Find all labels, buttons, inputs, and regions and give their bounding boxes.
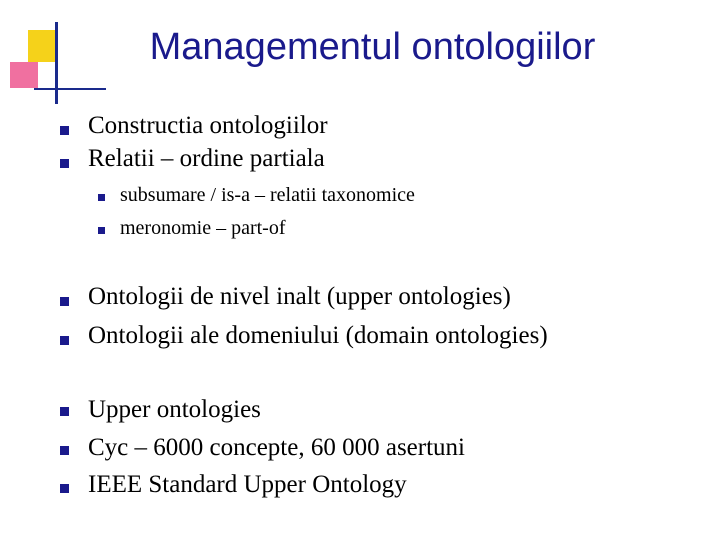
bullet-item: Constructia ontologiilor: [88, 112, 328, 139]
bullet-item: Ontologii de nivel inalt (upper ontologies): [88, 283, 511, 310]
bullet-icon: [60, 159, 69, 168]
bullet-item: Cyc – 6000 concepte, 60 000 asertuni: [88, 434, 465, 461]
bullet-item: IEEE Standard Upper Ontology: [88, 471, 407, 498]
sub-bullet-icon: [98, 194, 105, 201]
sub-bullet-item: meronomie – part-of: [120, 217, 286, 239]
bullet-icon: [60, 446, 69, 455]
logo-horizontal-line: [34, 88, 106, 90]
bullet-icon: [60, 484, 69, 493]
bullet-icon: [60, 407, 69, 416]
bullet-icon: [60, 126, 69, 135]
slide-title: Managementul ontologiilor: [149, 26, 596, 68]
sub-bullet-icon: [98, 227, 105, 234]
sub-bullet-item: subsumare / is-a – relatii taxonomice: [120, 184, 415, 206]
bullet-icon: [60, 297, 69, 306]
bullet-item: Ontologii ale domeniului (domain ontologies): [88, 322, 548, 349]
bullet-icon: [60, 336, 69, 345]
bullet-item: Upper ontologies: [88, 396, 261, 423]
bullet-item: Relatii – ordine partiala: [88, 145, 325, 172]
